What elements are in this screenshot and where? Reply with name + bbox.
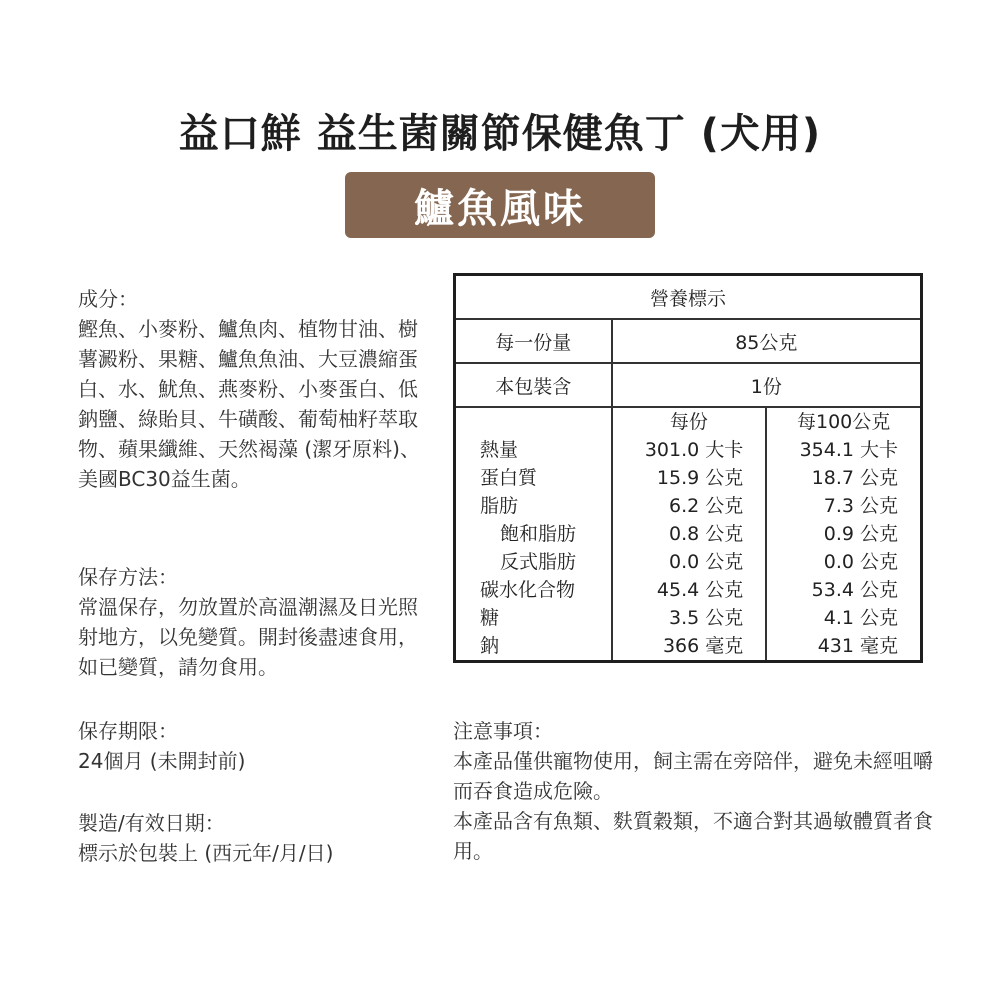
storage-section — [78, 562, 423, 682]
shelf-life-heading: 保存期限： — [78, 719, 178, 743]
shelf-life-section — [78, 716, 423, 776]
nutrient-per-100g: 4.1 公克 — [823, 607, 898, 629]
nutrient-name: 脂肪 — [480, 495, 519, 517]
nutrient-per-100g: 431 毫克 — [817, 635, 898, 657]
nutrient-per-serving: 45.4 公克 — [656, 579, 744, 601]
flavor-badge: 鱸魚風味 — [345, 172, 655, 238]
per-100g-column — [766, 407, 921, 662]
nutrient-per-serving: 3.5 公克 — [669, 607, 744, 629]
nutrient-per-serving: 0.0 公克 — [669, 551, 744, 573]
per-serving-column — [612, 407, 767, 662]
nutrient-name: 熱量 — [480, 439, 519, 461]
nutrient-name: 碳水化合物 — [480, 579, 576, 601]
ingredients-heading: 成分： — [78, 287, 138, 311]
nutrient-per-100g: 0.0 公克 — [823, 551, 898, 573]
nutrition-title: 營養標示 — [455, 275, 922, 320]
notice-section — [453, 716, 933, 866]
notice-line-2: 本產品含有魚類、麩質穀類，不適合對其過敏體質者食用。 — [453, 809, 933, 863]
nutrient-name: 鈉 — [480, 635, 500, 657]
nutrient-per-serving: 15.9 公克 — [656, 467, 744, 489]
nutrient-per-100g: 7.3 公克 — [823, 495, 898, 517]
nutrient-per-serving: 366 毫克 — [662, 635, 744, 657]
per-serving-header: 每份 — [669, 411, 708, 433]
notice-heading: 注意事項： — [453, 719, 553, 743]
nutrient-per-100g: 18.7 公克 — [811, 467, 898, 489]
manufacture-section — [78, 808, 423, 868]
nutrient-name: 蛋白質 — [480, 467, 538, 489]
manufacture-text: 標示於包裝上 (西元年/月/日) — [78, 841, 334, 865]
nutrient-name: 飽和脂肪 — [500, 523, 577, 545]
nutrient-per-100g: 0.9 公克 — [823, 523, 898, 545]
shelf-life-text: 24個月 (未開封前) — [78, 749, 246, 773]
servings-value: 1份 — [612, 363, 922, 407]
nutrient-per-serving: 301.0 大卡 — [644, 439, 744, 461]
ingredients-text: 鰹魚、小麥粉、鱸魚肉、植物甘油、樹薯澱粉、果糖、鱸魚魚油、大豆濃縮蛋白、水、魷魚、燕麥粉、小麥蛋白、低鈉鹽、綠貽貝、牛磺酸、葡萄柚籽萃取物、蘋果纖維、天然褐藻 (潔牙原料)、美國BC30益生菌。 — [78, 317, 420, 491]
nutrient-per-serving: 6.2 公克 — [669, 495, 744, 517]
servings-label: 本包裝含 — [455, 363, 612, 407]
notice-line-1: 本產品僅供寵物使用，飼主需在旁陪伴，避免未經咀嚼而吞食造成危險。 — [453, 749, 933, 803]
nutrition-table — [453, 273, 923, 663]
nutrient-per-100g: 354.1 大卡 — [799, 439, 898, 461]
nutrient-per-100g: 53.4 公克 — [811, 579, 898, 601]
storage-heading: 保存方法： — [78, 565, 178, 589]
storage-text: 常溫保存，勿放置於高溫潮濕及日光照射地方，以免變質。開封後盡速食用，如已變質，請勿食用。 — [78, 595, 418, 679]
nutrient-name: 反式脂肪 — [500, 551, 577, 573]
nutrient-per-serving: 0.8 公克 — [669, 523, 744, 545]
product-title: 益口鮮 益生菌關節保健魚丁 (犬用) — [178, 111, 822, 157]
nutrient-names-column — [455, 407, 612, 662]
ingredients-section — [78, 284, 423, 494]
manufacture-heading: 製造/有效日期： — [78, 811, 225, 835]
nutrient-name: 糖 — [480, 607, 500, 629]
per-100g-header: 每100公克 — [797, 411, 891, 433]
serving-label: 每一份量 — [455, 319, 612, 363]
serving-value: 85公克 — [612, 319, 922, 363]
